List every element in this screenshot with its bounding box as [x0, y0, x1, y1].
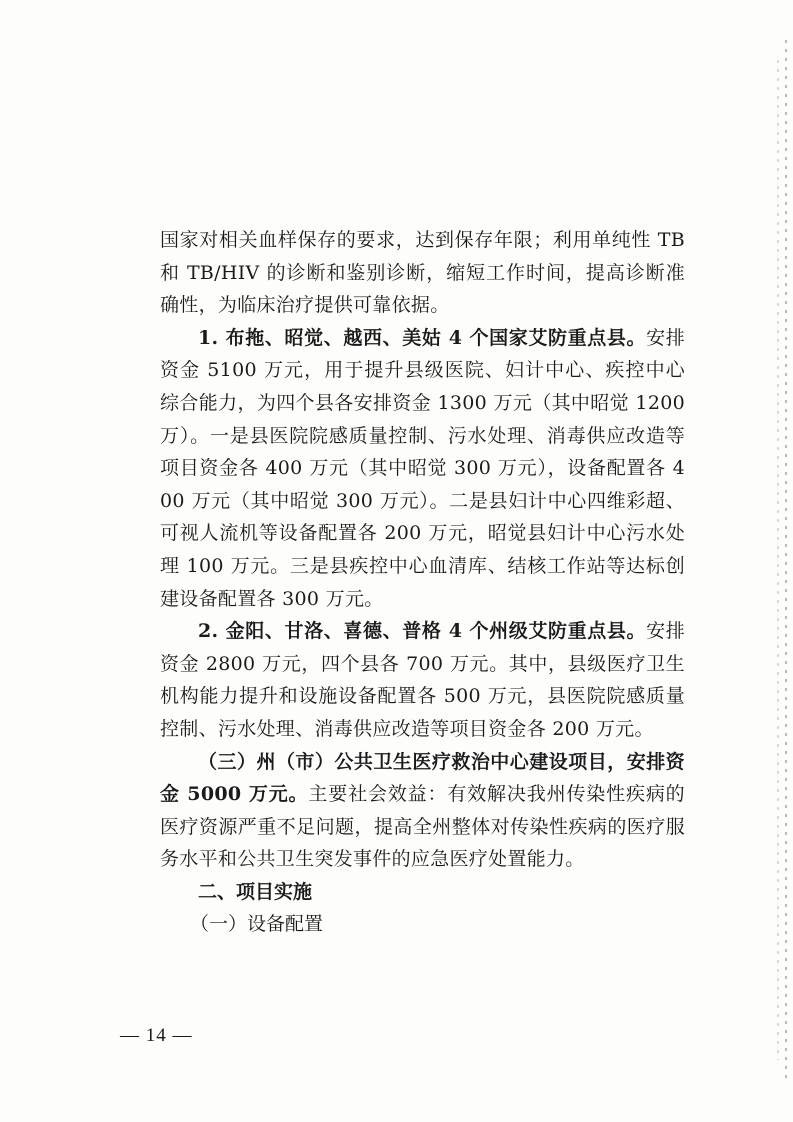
paragraph-item-3 [160, 746, 685, 876]
subsection-heading: （一）设备配置 [190, 913, 324, 936]
binding-edge-marks-inner [777, 60, 779, 1060]
item-text: 安排资金 5100 万元，用于提升县级医院、妇计中心、疾控中心综合能力，为四个县各安排资金 1300 万元（其中昭觉 1200 万）。一是县医院院感质量控制、污水处理、消毒供应改造等项目资金各 400 万元（其中昭觉 300 万元），设备配置各 400 万元（其中昭觉 300 万元）。二是县妇计中心四维彩超、可视人流机等设备配置各 200 万元，昭觉县妇计中心污水处理 100 万元。三是县疾控中心血清库、结核工作站等达标创建设备配置各 300 万元。 [160, 326, 685, 610]
page-number: — 14 — [120, 1025, 193, 1046]
section-heading: 二、项目实施 [198, 880, 313, 903]
binding-edge-marks [785, 40, 787, 1080]
item-lead: 2. 金阳、甘洛、喜德、普格 4 个州级艾防重点县。 [198, 620, 647, 643]
paragraph-text: 国家对相关血样保存的要求，达到保存年限；利用单纯性 TB 和 TB/HIV 的诊断和鉴别诊断，缩短工作时间，提高诊断准确性，为临床治疗提供可靠依据。 [160, 229, 685, 317]
item-lead: （三）州（市）公共卫生医疗救治中心建设项目，安排资金 5000 万元。 [160, 750, 685, 806]
paragraph-item-2 [160, 615, 685, 745]
document-body [160, 224, 685, 941]
item-text: 安排资金 2800 万元，四个县各 700 万元。其中，县级医疗卫生机构能力提升和设施设备配置各 500 万元，县医院院感质量控制、污水处理、消毒供应改造等项目资金各 200 万元。 [160, 620, 685, 740]
item-lead: 1. 布拖、昭觉、越西、美姑 4 个国家艾防重点县。 [198, 326, 647, 349]
paragraph-continuation [160, 224, 685, 322]
paragraph-item-1 [160, 322, 685, 615]
item-text: 主要社会效益：有效解决我州传染性疾病的医疗资源严重不足问题，提高全州整体对传染性疾病的医疗服务水平和公共卫生突发事件的应急医疗处置能力。 [160, 783, 685, 871]
